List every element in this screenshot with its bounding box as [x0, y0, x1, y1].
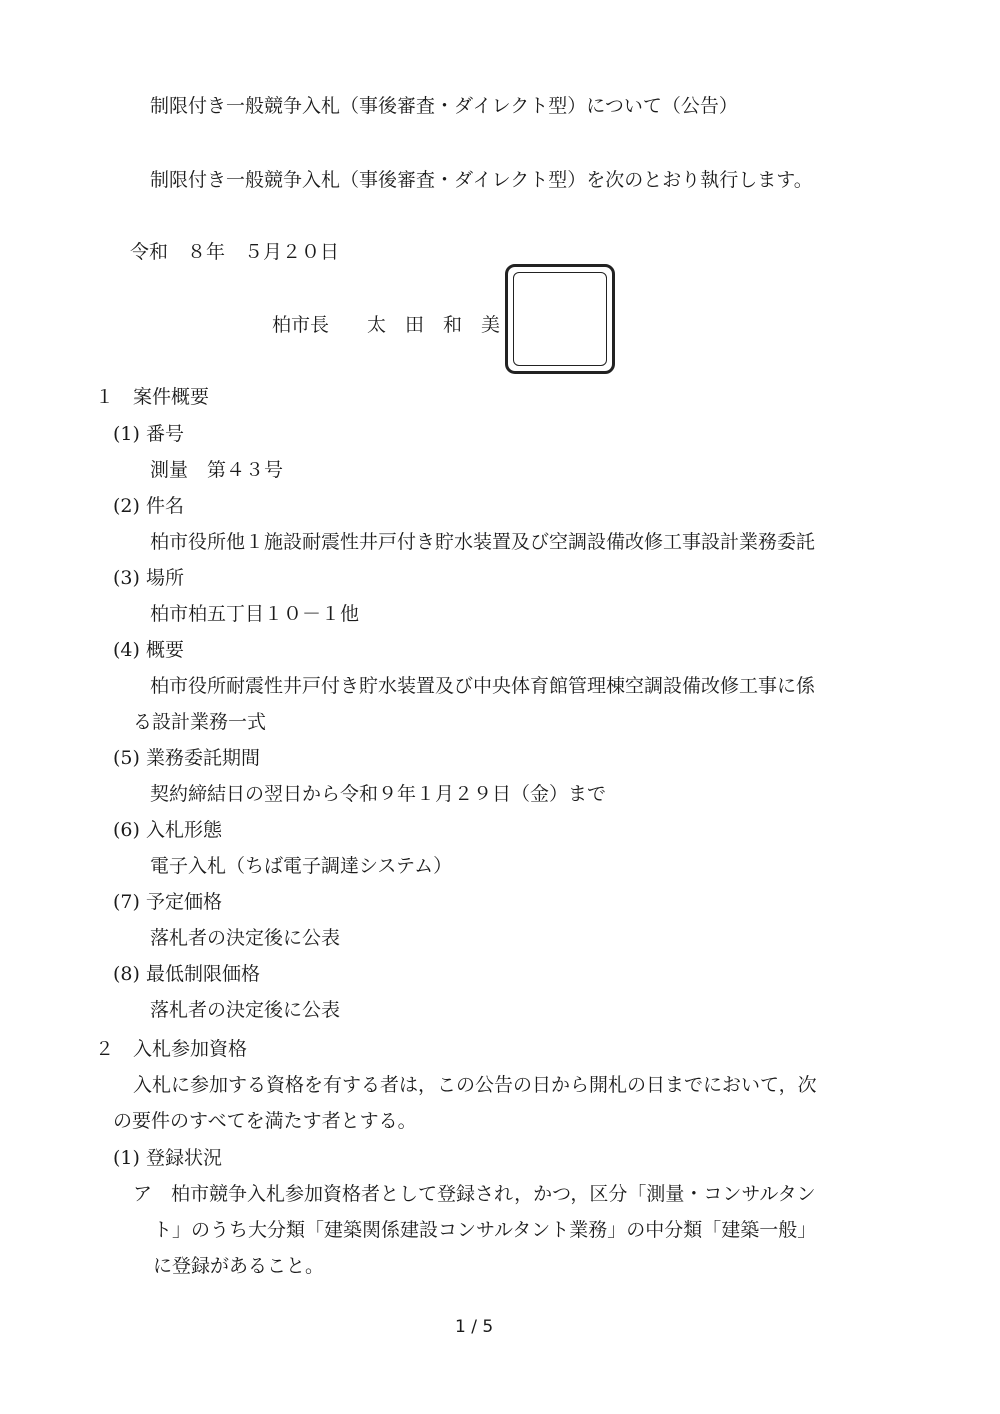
item-1-value: 測量 第４３号	[150, 459, 284, 481]
item-8-value: 落札者の決定後に公表	[150, 999, 341, 1021]
section2-heading: ２ 入札参加資格	[95, 1038, 248, 1060]
section2-intro-line1: 入札に参加する資格を有する者は，この公告の日から開札の日までにおいて，次	[133, 1074, 817, 1096]
item-7-value: 落札者の決定後に公表	[150, 927, 341, 949]
section2-intro-line2: の要件のすべてを満たす者とする。	[113, 1110, 417, 1132]
item-2-value: 柏市役所他１施設耐震性井戸付き貯水装置及び空調設備改修工事設計業務委託	[150, 531, 816, 553]
item-5-value: 契約締結日の翌日から令和９年１月２９日（金）まで	[150, 783, 607, 805]
notice-intro: 制限付き一般競争入札（事後審査・ダイレクト型）を次のとおり執行します。	[150, 169, 813, 191]
item-3-value: 柏市柏五丁目１０－１他	[150, 603, 360, 625]
item-3-label: (3) 場所	[113, 567, 184, 589]
item-5-label: (5) 業務委託期間	[113, 747, 260, 769]
item-6-label: (6) 入札形態	[113, 819, 222, 841]
item-2-label: (2) 件名	[113, 495, 184, 517]
notice-date: 令和 ８年 ５月２０日	[130, 241, 340, 263]
section2-sub1-item-line3: に登録があること。	[153, 1255, 325, 1277]
section2-sub1-item-line2: ト」のうち大分類「建築関係建設コンサルタント業務」の中分類「建築一般」	[153, 1219, 817, 1241]
item-4-value-line1: 柏市役所耐震性井戸付き貯水装置及び中央体育館管理棟空調設備改修工事に係	[150, 675, 816, 697]
item-4-value-line2: る設計業務一式	[133, 711, 267, 733]
item-8-label: (8) 最低制限価格	[113, 963, 260, 985]
notice-title: 制限付き一般競争入札（事後審査・ダイレクト型）について（公告）	[150, 95, 738, 117]
section1-heading: １ 案件概要	[95, 386, 210, 408]
issuer-name: 柏市長 太 田 和 美	[272, 314, 501, 336]
item-1-label: (1) 番号	[113, 423, 184, 445]
section2-sub1-item-line1: ア 柏市競争入札参加資格者として登録され，かつ，区分「測量・コンサルタン	[133, 1183, 816, 1205]
official-seal	[505, 264, 615, 374]
item-6-value: 電子入札（ちば電子調達システム）	[150, 855, 453, 877]
item-7-label: (7) 予定価格	[113, 891, 222, 913]
page-number: 1 / 5	[455, 1317, 494, 1337]
item-4-label: (4) 概要	[113, 639, 184, 661]
section2-sub1-label: (1) 登録状況	[113, 1147, 222, 1169]
